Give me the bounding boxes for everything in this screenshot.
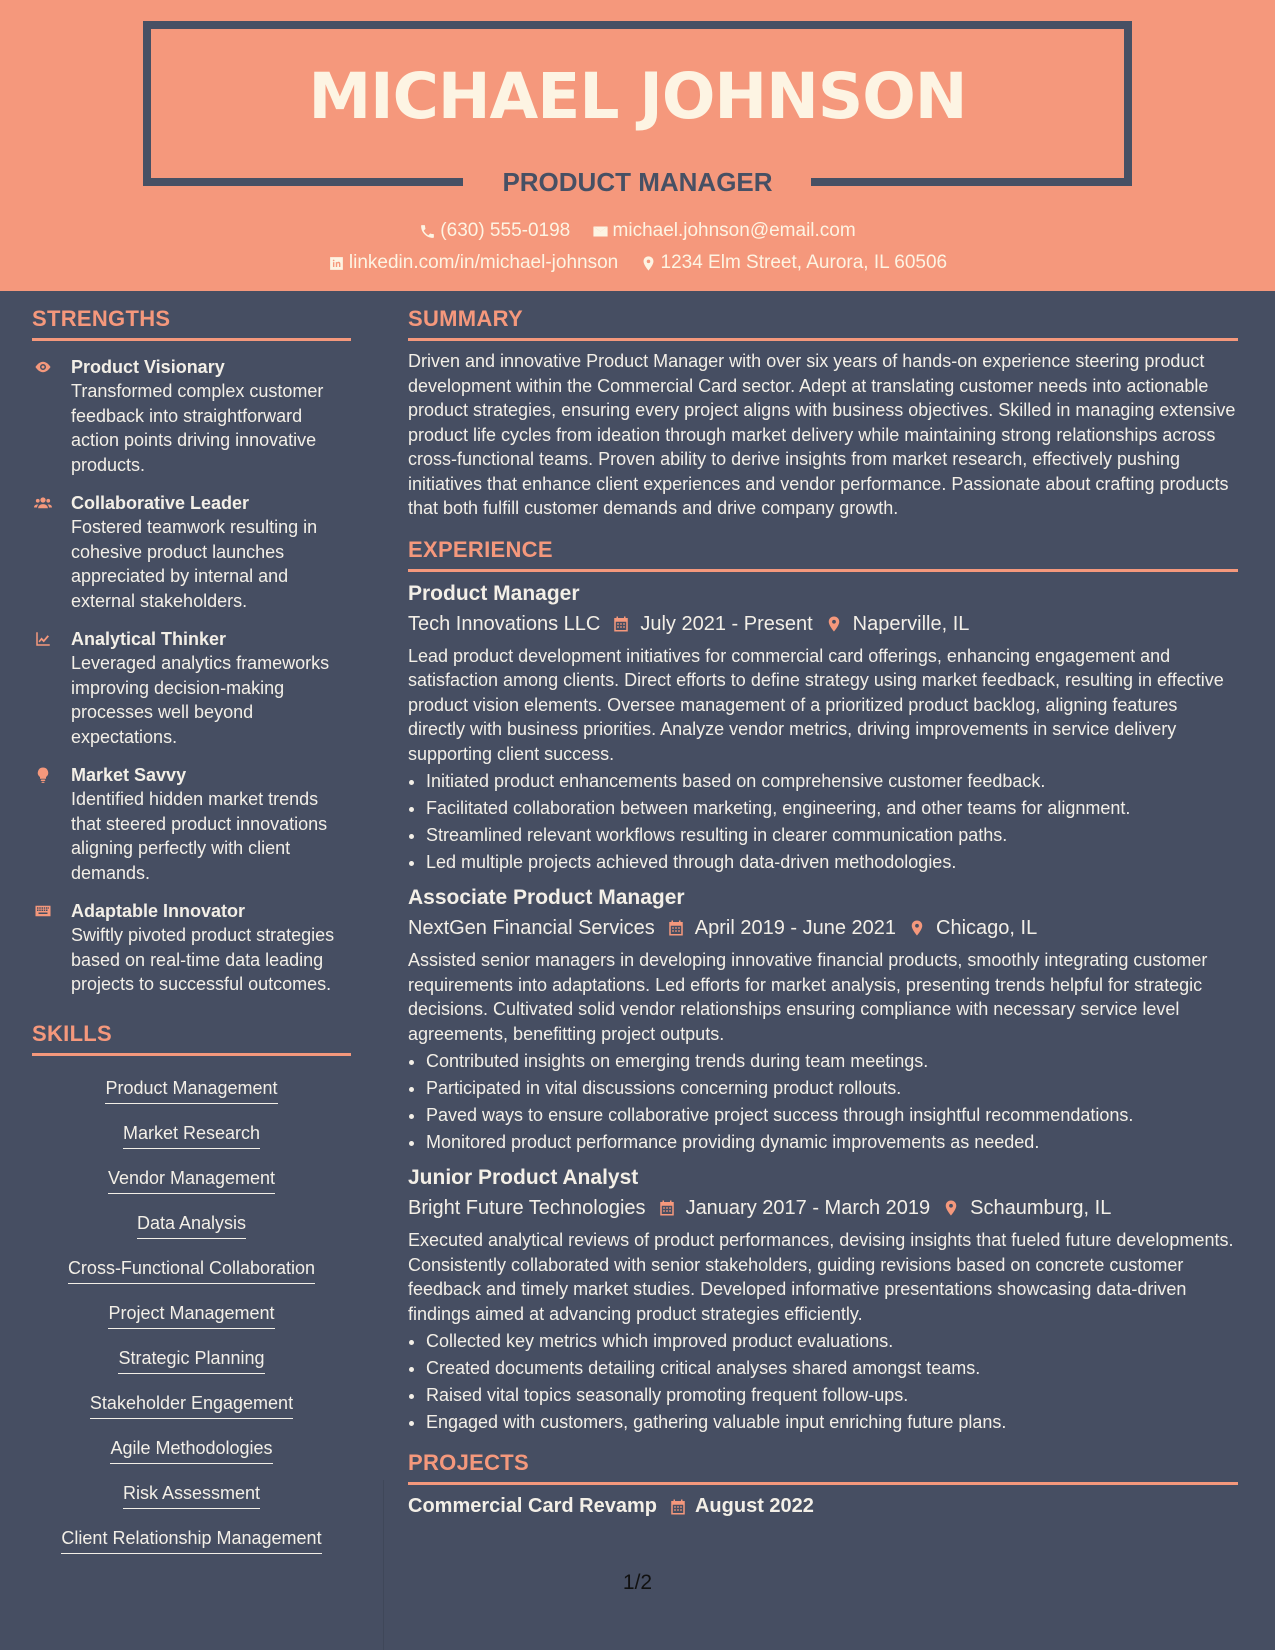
job-bullet: • Raised vital topics seasonally promoting frequent follow-ups. [426, 1382, 1238, 1409]
address-item [640, 252, 948, 274]
experience-heading: EXPERIENCE [408, 536, 553, 562]
strength-item [32, 627, 351, 749]
strength-title: Analytical Thinker [71, 629, 227, 649]
job-entry [408, 580, 1238, 877]
candidate-name: MICHAEL JOHNSON [308, 60, 967, 133]
strength-title: Market Savvy [71, 765, 187, 785]
skill-tag: Data Analysis [137, 1211, 246, 1239]
job-description: Executed analytical reviews of product performances, devising insights that fueled future developments. Consistently collaborated with senior stakeholders, guiding revisions based on concrete customer feedback and timely market studies. Developed informative presentations showcasing data-driven findings aimed at advancing product strategies efficiently. [408, 1230, 1234, 1324]
strength-item [32, 763, 351, 885]
strength-title: Adaptable Innovator [71, 901, 246, 921]
phone-number: (630) 555-0198 [440, 220, 571, 241]
summary-text: Driven and innovative Product Manager with over six years of hands-on experience steering product development within the Commercial Card sector. Adept at translating customer needs into actionable product strategies, ensuring every project aligns with business objectives. Skilled in managing extensive product life cycles from ideation through market delivery while maintaining strong relationships across cross-functional teams. Proven ability to derive insights from market research, effectively pushing initiatives that enhance client experiences and vendor performance. Passionate about crafting products that both fulfill customer demands and drive company growth. [408, 351, 1236, 518]
linkedin-item[interactable] [328, 252, 618, 274]
strength-desc: Swiftly pivoted product strategies based on real-time data leading projects to successful outcomes. [71, 925, 335, 994]
job-title: Product Manager [408, 581, 580, 605]
job-company: NextGen Financial Services [408, 917, 655, 939]
strength-item [32, 491, 351, 613]
job-company: Bright Future Technologies [408, 1197, 646, 1219]
section-rule [32, 1053, 351, 1056]
section-rule [408, 569, 1238, 572]
job-bullet: • Created documents detailing critical analyses shared amongst teams. [426, 1355, 1238, 1382]
strength-desc: Identified hidden market trends that steered product innovations aligning perfectly with client demands. [71, 789, 328, 883]
job-meta [408, 610, 1238, 638]
job-location: Schaumburg, IL [970, 1197, 1112, 1219]
job-bullets [408, 1048, 1238, 1156]
summary-heading: SUMMARY [408, 306, 523, 331]
strength-desc: Leveraged analytics frameworks improving decision-making processes well beyond expectations. [71, 653, 330, 747]
skill-tag: Product Management [105, 1076, 277, 1104]
strength-item [32, 355, 351, 477]
job-dates: January 2017 - March 2019 [685, 1197, 931, 1219]
linkedin-link[interactable]: linkedin.com/in/michael-johnson [348, 252, 619, 273]
job-bullet: • Facilitated collaboration between marketing, engineering, and other teams for alignment. [426, 795, 1238, 822]
candidate-title: PRODUCT MANAGER [502, 167, 773, 197]
job-location: Naperville, IL [852, 612, 970, 635]
map-pin-icon [908, 918, 926, 938]
map-pin-icon [640, 255, 657, 272]
eye-icon [32, 358, 54, 376]
map-pin-icon [825, 614, 843, 634]
users-icon [32, 494, 54, 512]
job-bullets [408, 1328, 1238, 1436]
skill-tag: Vendor Management [108, 1166, 275, 1194]
job-bullet: • Participated in vital discussions concerning product rollouts. [426, 1075, 1238, 1102]
skills-list [32, 1076, 351, 1571]
envelope-icon [592, 223, 609, 240]
skill-tag: Project Management [108, 1301, 274, 1329]
job-dates: April 2019 - June 2021 [694, 917, 897, 939]
skill-tag: Agile Methodologies [110, 1436, 272, 1464]
email-link[interactable]: michael.johnson@email.com [612, 220, 856, 241]
keyboard-icon [32, 902, 54, 920]
skill-tag: Stakeholder Engagement [90, 1391, 293, 1419]
job-title: Associate Product Manager [408, 886, 685, 909]
address-text: 1234 Elm Street, Aurora, IL 60506 [660, 252, 948, 273]
skill-tag: Market Research [123, 1121, 260, 1149]
job-entry [408, 884, 1238, 1156]
section-rule [32, 338, 351, 341]
job-bullet: • Streamlined relevant workflows resulting in clearer communication paths. [426, 822, 1238, 849]
strengths-heading: STRENGTHS [32, 306, 171, 331]
job-bullet: • Collected key metrics which improved product evaluations. [426, 1328, 1238, 1355]
contact-row-1 [0, 220, 1275, 246]
calendar-icon [667, 918, 685, 938]
left-column [32, 306, 351, 1571]
strength-desc: Transformed complex customer feedback into straightforward action points driving innovative products. [71, 381, 324, 475]
section-rule [408, 338, 1238, 341]
strength-title: Product Visionary [71, 357, 225, 377]
email-item[interactable] [592, 220, 856, 242]
calendar-icon [658, 1198, 676, 1218]
right-column [408, 306, 1238, 1518]
job-bullet: • Contributed insights on emerging trends during team meetings. [426, 1048, 1238, 1075]
strength-title: Collaborative Leader [71, 493, 250, 513]
job-bullet: • Monitored product performance providing dynamic improvements as needed. [426, 1129, 1238, 1156]
job-location: Chicago, IL [936, 917, 1038, 939]
job-bullet: • Paved ways to ensure collaborative project success through insightful recommendations. [426, 1102, 1238, 1129]
job-description: Lead product development initiatives for commercial card offerings, enhancing engagement and satisfaction among clients. Direct efforts to define strategy using market feedback, resulting in effective product vision elements. Oversee management of a prioritized product backlog, aligning features directly with business priorities. Analyze vendor metrics, driving improvements in service delivery supporting client success. [408, 645, 1224, 764]
contact-row-2 [0, 252, 1275, 278]
project-entry [408, 1495, 1238, 1518]
calendar-icon [669, 1497, 687, 1517]
strength-item [32, 899, 351, 997]
page-number: 1/2 [622, 1571, 653, 1594]
phone-item [419, 220, 570, 242]
skills-heading: SKILLS [32, 1020, 113, 1046]
job-title: Junior Product Analyst [408, 1166, 639, 1189]
map-pin-icon [942, 1198, 960, 1218]
project-title: Commercial Card Revamp [408, 1495, 657, 1517]
job-bullet: • Led multiple projects achieved through data-driven methodologies. [426, 849, 1238, 876]
job-meta [408, 914, 1238, 942]
lightbulb-icon [32, 766, 54, 784]
calendar-icon [612, 614, 630, 634]
skill-tag: Client Relationship Management [61, 1526, 321, 1554]
job-bullet: • Engaged with customers, gathering valuable input enriching future plans. [426, 1409, 1238, 1436]
skill-tag: Risk Assessment [123, 1481, 260, 1509]
job-bullet: • Initiated product enhancements based on comprehensive customer feedback. [426, 768, 1238, 795]
project-date: August 2022 [694, 1495, 814, 1517]
resume-header [0, 0, 1275, 291]
chart-line-icon [32, 630, 54, 648]
skill-tag: Strategic Planning [118, 1346, 264, 1374]
job-dates: July 2021 - Present [640, 612, 813, 635]
job-description: Assisted senior managers in developing innovative financial products, smoothly integrating customer requirements into adaptations. Led efforts for market analysis, presenting trends helpful for strategic decisions. Cultivated solid vendor relationships ensuring compliance with necessary service level agreements, benefitting project outputs. [408, 950, 1208, 1044]
strength-desc: Fostered teamwork resulting in cohesive product launches appreciated by internal and external stakeholders. [71, 517, 318, 611]
projects-heading: PROJECTS [408, 1450, 529, 1475]
section-rule [408, 1482, 1238, 1485]
job-meta [408, 1194, 1238, 1222]
phone-icon [419, 223, 436, 240]
job-entry [408, 1164, 1238, 1436]
job-bullets [408, 768, 1238, 876]
skill-tag: Cross-Functional Collaboration [68, 1256, 315, 1284]
linkedin-icon [328, 255, 345, 272]
job-company: Tech Innovations LLC [408, 612, 601, 635]
